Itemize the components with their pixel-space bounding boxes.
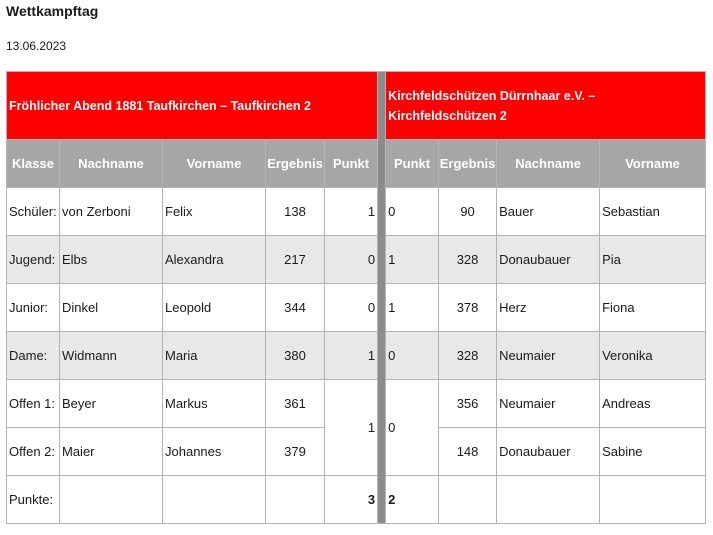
summary-empty-cell [163, 476, 266, 524]
klasse-cell: Junior: [7, 284, 60, 332]
right-ergebnis-cell: 328 [439, 236, 497, 284]
right-punkt-cell: 0 [386, 332, 439, 380]
summary-empty-cell [60, 476, 163, 524]
left-nachname-cell: von Zerboni [60, 188, 163, 236]
summary-empty-cell [266, 476, 325, 524]
right-punkt-cell: 0 [386, 188, 439, 236]
right-nachname-cell: Bauer [497, 188, 600, 236]
right-ergebnis-cell: 148 [439, 428, 497, 476]
right-ergebnis-cell: 328 [439, 332, 497, 380]
left-nachname-cell: Dinkel [60, 284, 163, 332]
klasse-cell: Schüler: [7, 188, 60, 236]
left-vorname-cell: Johannes [163, 428, 266, 476]
match-date: 13.06.2023 [6, 39, 67, 53]
summary-label: Punkte: [7, 476, 60, 524]
left-offen-punkt-cell: 1 [325, 380, 378, 476]
right-vorname-cell: Veronika [600, 332, 706, 380]
right-nachname-cell: Neumaier [497, 332, 600, 380]
right-vorname-cell: Sabine [600, 428, 706, 476]
right-nachname-cell: Donaubauer [497, 236, 600, 284]
right-vorname-cell: Fiona [600, 284, 706, 332]
summary-empty-cell [497, 476, 600, 524]
klasse-cell: Offen 1: [7, 380, 60, 428]
right-vorname-cell: Pia [600, 236, 706, 284]
table-row [7, 236, 706, 284]
summary-row [7, 476, 706, 524]
summary-left-points: 3 [325, 476, 378, 524]
page-title: Wettkampftag [6, 3, 99, 19]
left-nachname-cell: Widmann [60, 332, 163, 380]
left-ergebnis-cell: 217 [266, 236, 325, 284]
header-right-punkt: Punkt [386, 140, 439, 188]
left-vorname-cell: Leopold [163, 284, 266, 332]
left-team-header: Fröhlicher Abend 1881 Taufkirchen – Taufkirchen 2 [7, 72, 378, 140]
results-table [6, 71, 706, 524]
left-vorname-cell: Alexandra [163, 236, 266, 284]
right-ergebnis-cell: 378 [439, 284, 497, 332]
header-left-ergebnis: Ergebnis [266, 140, 325, 188]
right-punkt-cell: 1 [386, 284, 439, 332]
left-punkt-cell: 0 [325, 236, 378, 284]
left-punkt-cell: 0 [325, 284, 378, 332]
right-vorname-cell: Andreas [600, 380, 706, 428]
right-punkt-cell: 1 [386, 236, 439, 284]
right-offen-punkt-cell: 0 [386, 380, 439, 476]
header-right-nachname: Nachname [497, 140, 600, 188]
column-divider [378, 72, 386, 524]
right-vorname-cell: Sebastian [600, 188, 706, 236]
left-nachname-cell: Elbs [60, 236, 163, 284]
left-vorname-cell: Felix [163, 188, 266, 236]
left-ergebnis-cell: 138 [266, 188, 325, 236]
header-klasse: Klasse [7, 140, 60, 188]
right-ergebnis-cell: 356 [439, 380, 497, 428]
table-row [7, 284, 706, 332]
left-ergebnis-cell: 344 [266, 284, 325, 332]
table-row [7, 332, 706, 380]
klasse-cell: Offen 2: [7, 428, 60, 476]
left-nachname-cell: Maier [60, 428, 163, 476]
table-row [7, 188, 706, 236]
right-ergebnis-cell: 90 [439, 188, 497, 236]
left-nachname-cell: Beyer [60, 380, 163, 428]
header-left-nachname: Nachname [60, 140, 163, 188]
left-ergebnis-cell: 380 [266, 332, 325, 380]
summary-empty-cell [439, 476, 497, 524]
summary-empty-cell [600, 476, 706, 524]
klasse-cell: Jugend: [7, 236, 60, 284]
right-nachname-cell: Neumaier [497, 380, 600, 428]
klasse-cell: Dame: [7, 332, 60, 380]
header-left-vorname: Vorname [163, 140, 266, 188]
left-ergebnis-cell: 361 [266, 380, 325, 428]
header-right-ergebnis: Ergebnis [439, 140, 497, 188]
right-team-header: Kirchfeldschützen Dürrnhaar e.V. – Kirchfeldschützen 2 [386, 72, 706, 140]
table-row [7, 380, 706, 428]
header-right-vorname: Vorname [600, 140, 706, 188]
right-nachname-cell: Herz [497, 284, 600, 332]
left-vorname-cell: Markus [163, 380, 266, 428]
summary-right-points: 2 [386, 476, 439, 524]
right-nachname-cell: Donaubauer [497, 428, 600, 476]
left-punkt-cell: 1 [325, 332, 378, 380]
left-ergebnis-cell: 379 [266, 428, 325, 476]
left-punkt-cell: 1 [325, 188, 378, 236]
header-left-punkt: Punkt [325, 140, 378, 188]
left-vorname-cell: Maria [163, 332, 266, 380]
